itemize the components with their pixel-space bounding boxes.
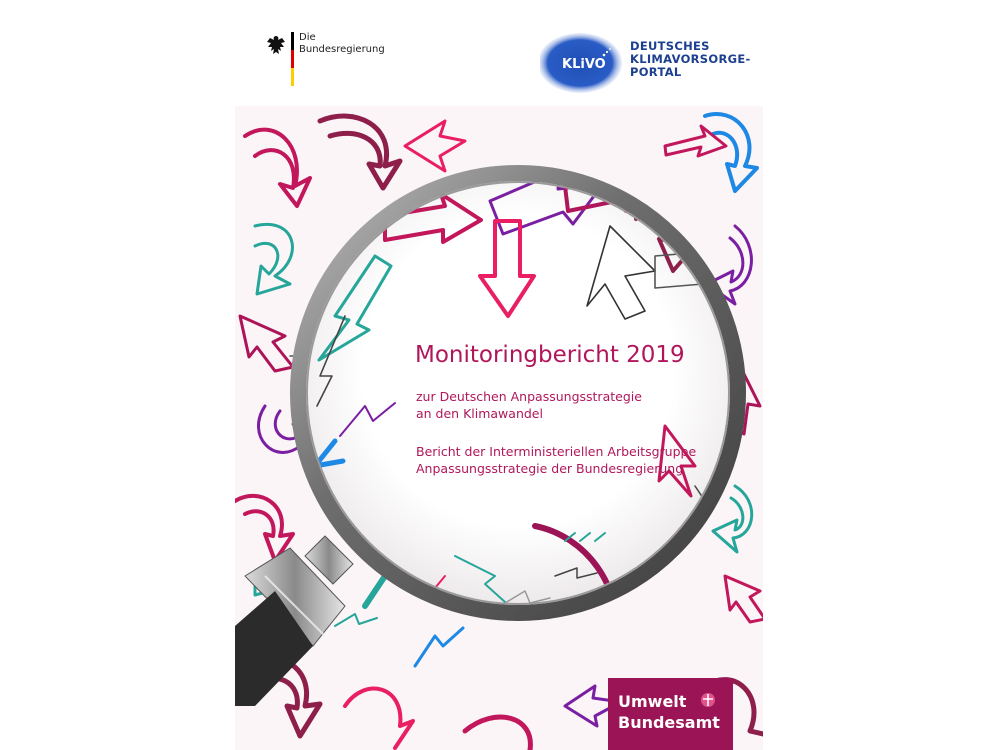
klivo-wordmark <box>630 40 751 79</box>
klivo-line3: PORTAL <box>630 65 682 79</box>
publisher-line2: Bundesamt <box>618 713 720 732</box>
report-cover <box>235 106 763 750</box>
federal-eagle-icon <box>265 34 287 58</box>
report-subtitle <box>416 388 642 422</box>
subtitle-line1: zur Deutschen Anpassungsstrategie <box>416 389 642 404</box>
bundesregierung-line1: Die <box>299 32 316 43</box>
description-line2: Anpassungsstrategie der Bundesregierung <box>416 461 684 476</box>
klivo-logo <box>535 25 775 100</box>
german-flag-stripe <box>291 32 294 86</box>
report-description <box>416 443 696 477</box>
klivo-line1: DEUTSCHES <box>630 39 710 53</box>
magnifier-handle <box>235 536 353 706</box>
report-title: Monitoringbericht 2019 <box>415 342 685 368</box>
description-line1: Bericht der Interministeriellen Arbeitsgruppe <box>416 444 697 459</box>
bundesregierung-line2: Bundesregierung <box>299 44 385 55</box>
bundesregierung-logo <box>265 30 405 90</box>
klivo-line2: KLIMAVORSORGE- <box>630 52 751 66</box>
subtitle-line2: an den Klimawandel <box>416 406 543 421</box>
umweltbundesamt-logo <box>608 678 733 750</box>
bundesregierung-wordmark <box>299 32 385 56</box>
publisher-line1: Umwelt <box>618 692 687 711</box>
klivo-badge-icon <box>540 33 625 93</box>
arrows-pattern-illustration <box>235 106 763 750</box>
klivo-badge-text: KLiVO <box>562 57 606 72</box>
uba-emblem-icon <box>700 692 716 708</box>
